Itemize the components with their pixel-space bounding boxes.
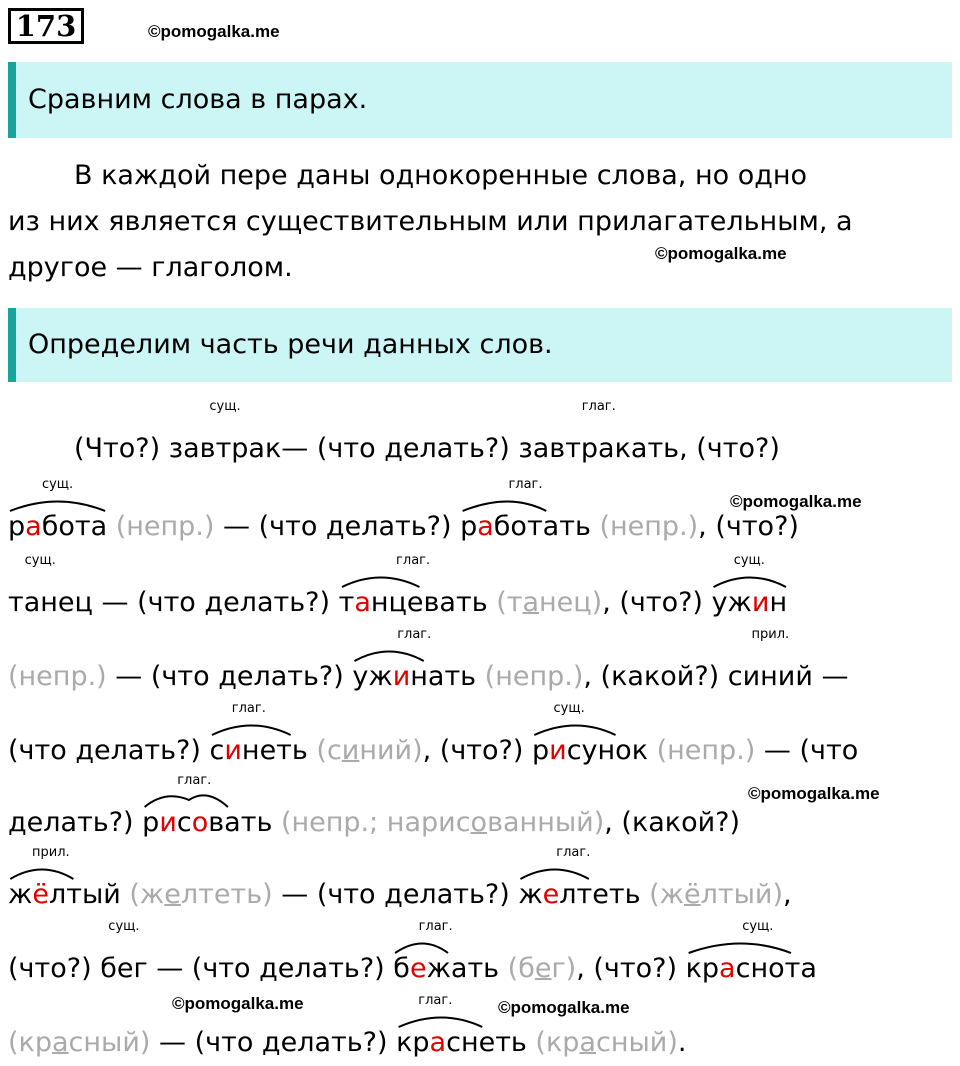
question: — (что делать?)	[106, 661, 353, 692]
pos-label-noun: сущ.	[24, 553, 56, 568]
check-word: (танец)	[487, 587, 603, 618]
pos-label-adj: прил.	[751, 627, 790, 642]
question: (Что?)	[74, 433, 169, 464]
analysis-line-1	[74, 399, 780, 466]
pos-label-verb: глаг.	[556, 845, 591, 860]
pos-label-noun: сущ.	[733, 553, 765, 568]
punctuation: ,	[783, 879, 792, 910]
section-banner-parts-of-speech: Определим часть речи данных слов.	[8, 308, 952, 382]
root-arc	[142, 794, 272, 808]
root-arc	[518, 866, 640, 880]
word-zheltet: глаг. желтеть	[518, 845, 641, 910]
word-krasnet: глаг. краснеть	[396, 993, 527, 1058]
word-bezhat: глаг. бежать	[393, 919, 500, 984]
note-unverifiable: (непр.)	[476, 661, 584, 692]
word-uzhin: сущ. ужин	[711, 553, 788, 618]
pos-label-verb: глаг.	[177, 773, 212, 788]
word-sinet: глаг. синеть	[209, 701, 308, 766]
analysis-line-5	[8, 701, 859, 768]
question: , (что?)	[422, 735, 532, 766]
watermark: ©pomogalka.me	[172, 994, 304, 1013]
dash: —	[812, 661, 849, 692]
pos-label-verb: глаг.	[418, 993, 453, 1008]
root-arc	[532, 722, 648, 736]
root-arc	[393, 940, 499, 954]
root-arc	[8, 498, 107, 512]
question: , (какой?)	[604, 807, 741, 838]
question: — (что делать?)	[281, 433, 519, 464]
question: — (что делать?)	[272, 879, 519, 910]
word-tantsevat: глаг. танцевать	[338, 553, 488, 618]
pos-label-noun: сущ.	[742, 919, 774, 934]
question: , (что?)	[679, 433, 780, 464]
word-krasnota: сущ. краснота	[685, 919, 817, 984]
word-zavtrakat: глаг. завтракать	[518, 399, 680, 464]
section-banner-compare: Сравним слова в парах.	[8, 62, 952, 138]
pos-label-noun: сущ.	[553, 701, 585, 716]
question: , (что?)	[602, 587, 712, 618]
word-zavtrak: сущ. завтрак	[168, 399, 282, 464]
check-word: (красный)	[526, 1027, 678, 1058]
check-word: (жёлтый)	[640, 879, 783, 910]
watermark: ©pomogalka.me	[655, 244, 787, 263]
check-word: (непр.; нарисованный)	[272, 807, 605, 838]
pos-label-adj: прил.	[32, 845, 70, 860]
check-word: (синий)	[307, 735, 423, 766]
pos-label-verb: глаг.	[397, 627, 432, 642]
question: , (что?)	[698, 511, 799, 542]
pos-label-verb: глаг.	[231, 701, 266, 716]
root-arc	[712, 574, 788, 588]
root-arc	[210, 722, 308, 736]
pos-label-verb: глаг.	[418, 919, 453, 934]
root-arc	[396, 1014, 527, 1028]
pos-label-verb: глаг.	[508, 477, 543, 492]
analysis-line-8	[8, 919, 817, 986]
question: , (какой?)	[583, 661, 728, 692]
root-arc	[339, 574, 488, 588]
question: (что?)	[8, 953, 101, 984]
pos-label-verb: глаг.	[396, 553, 431, 568]
pos-label-noun: сущ.	[209, 399, 241, 414]
watermark: ©pomogalka.me	[730, 492, 862, 511]
analysis-line-3	[8, 553, 788, 620]
analysis-line-6	[8, 773, 741, 840]
root-arc	[686, 940, 817, 954]
word-siniy: прил. синий	[727, 627, 813, 692]
question: (что делать?)	[8, 735, 210, 766]
word-rabota: сущ. работа	[8, 477, 108, 542]
root-arc	[8, 866, 121, 880]
pos-label-verb: глаг.	[581, 399, 616, 414]
note-unverifiable: (непр.)	[107, 511, 215, 542]
check-word: (желтеть)	[120, 879, 273, 910]
check-word: (красный)	[8, 1027, 151, 1058]
question: — (что делать?)	[150, 1027, 397, 1058]
exercise-number: 173	[8, 8, 84, 44]
word-tanets: сущ. танец	[8, 553, 93, 618]
root-arc	[460, 498, 591, 512]
check-word: (бег)	[499, 953, 577, 984]
question: — (что делать?)	[147, 953, 394, 984]
root-arc	[352, 648, 476, 662]
question: — (что делать?)	[214, 511, 461, 542]
word-risunok: сущ. рисунок	[532, 701, 649, 766]
watermark: ©pomogalka.me	[148, 22, 280, 41]
word-zheltyy: прил. жёлтый	[8, 845, 121, 910]
pos-label-noun: сущ.	[41, 477, 74, 492]
punctuation: .	[677, 1027, 687, 1058]
question: , (что?)	[576, 953, 686, 984]
word-uzhinat: глаг. ужинать	[352, 627, 477, 692]
analysis-line-4	[8, 627, 849, 694]
question: — (что	[755, 735, 859, 766]
pos-label-noun: сущ.	[108, 919, 140, 934]
note-unverifiable: (непр.)	[8, 661, 107, 692]
intro-line-3: другое — глаголом.	[8, 252, 293, 283]
analysis-line-7	[8, 845, 792, 912]
watermark: ©pomogalka.me	[748, 784, 880, 803]
question: — (что делать?)	[92, 587, 339, 618]
note-unverifiable: (непр.)	[590, 511, 699, 542]
word-risovat: глаг. рисовать	[142, 773, 273, 838]
watermark: ©pomogalka.me	[498, 998, 630, 1017]
intro-line-1: В каждой пере даны однокоренные слова, но одно	[74, 160, 808, 191]
word-rabotat: глаг. работать	[460, 477, 591, 542]
note-unverifiable: (непр.)	[648, 735, 756, 766]
intro-line-2: из них является существительным или прилагательным, а	[8, 206, 853, 237]
word-beg: сущ. бег	[100, 919, 148, 984]
question: делать?)	[8, 807, 143, 838]
